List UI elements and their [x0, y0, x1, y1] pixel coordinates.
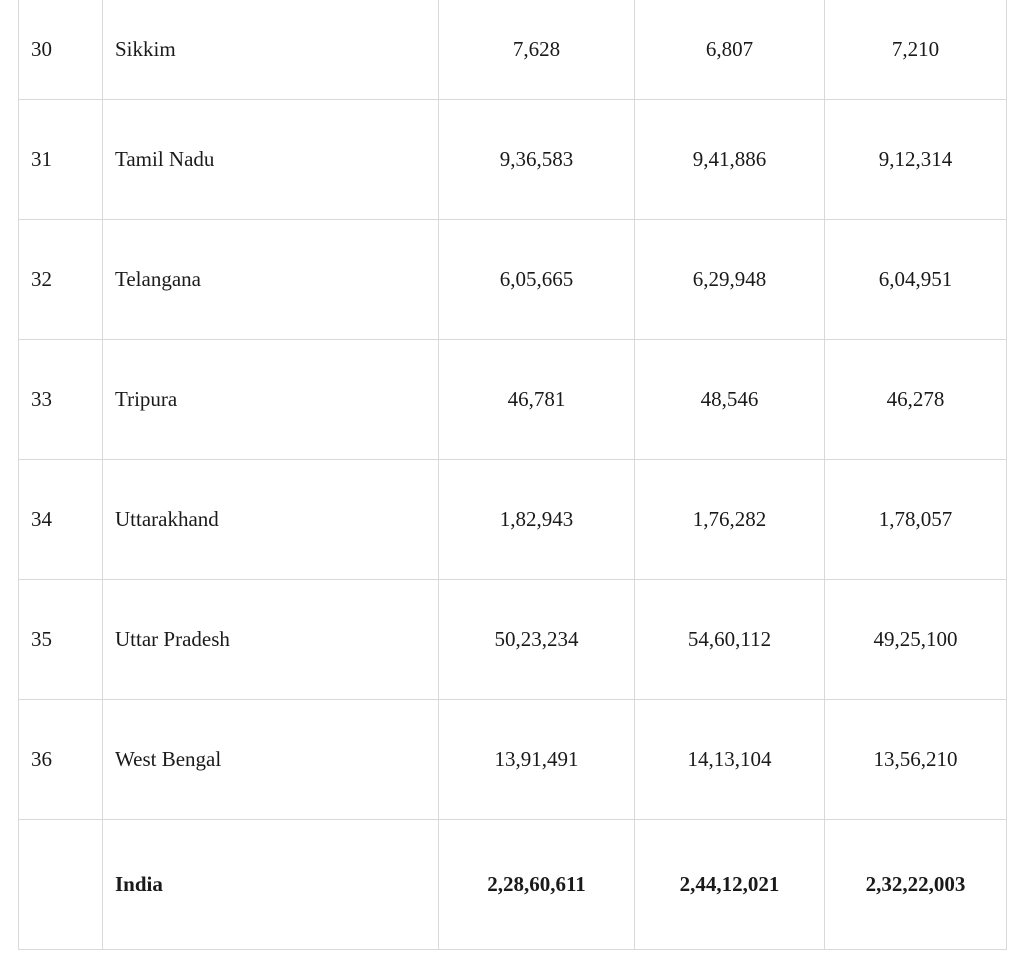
row-value-1: 6,05,665 [439, 220, 635, 340]
row-value-1: 13,91,491 [439, 700, 635, 820]
row-state-name: Uttarakhand [103, 460, 439, 580]
row-serial-number: 34 [19, 460, 103, 580]
row-value-1: 46,781 [439, 340, 635, 460]
row-serial-number: 36 [19, 700, 103, 820]
row-value-1: 50,23,234 [439, 580, 635, 700]
table-row [19, 460, 1007, 580]
row-value-2: 1,76,282 [635, 460, 825, 580]
table-row [19, 100, 1007, 220]
row-value-3: 6,04,951 [825, 220, 1007, 340]
row-state-name: Tripura [103, 340, 439, 460]
table-total-row [19, 820, 1007, 950]
total-label: India [103, 820, 439, 950]
total-serial-number [19, 820, 103, 950]
table-row [19, 700, 1007, 820]
total-value-1: 2,28,60,611 [439, 820, 635, 950]
row-serial-number: 35 [19, 580, 103, 700]
row-value-3: 49,25,100 [825, 580, 1007, 700]
row-serial-number: 31 [19, 100, 103, 220]
total-value-3: 2,32,22,003 [825, 820, 1007, 950]
statistics-table [18, 0, 1007, 950]
row-value-1: 7,628 [439, 0, 635, 100]
total-value-2: 2,44,12,021 [635, 820, 825, 950]
row-value-2: 54,60,112 [635, 580, 825, 700]
table-row [19, 340, 1007, 460]
row-state-name: Sikkim [103, 0, 439, 100]
row-value-3: 1,78,057 [825, 460, 1007, 580]
row-serial-number: 32 [19, 220, 103, 340]
table-row [19, 220, 1007, 340]
row-value-2: 6,29,948 [635, 220, 825, 340]
table-row [19, 0, 1007, 100]
table-body [19, 0, 1007, 950]
row-value-1: 1,82,943 [439, 460, 635, 580]
row-value-2: 48,546 [635, 340, 825, 460]
row-value-3: 9,12,314 [825, 100, 1007, 220]
row-value-2: 9,41,886 [635, 100, 825, 220]
row-state-name: Telangana [103, 220, 439, 340]
row-value-3: 13,56,210 [825, 700, 1007, 820]
row-value-2: 14,13,104 [635, 700, 825, 820]
row-serial-number: 33 [19, 340, 103, 460]
row-state-name: Uttar Pradesh [103, 580, 439, 700]
row-value-3: 7,210 [825, 0, 1007, 100]
row-value-3: 46,278 [825, 340, 1007, 460]
row-state-name: West Bengal [103, 700, 439, 820]
row-value-1: 9,36,583 [439, 100, 635, 220]
table-row [19, 580, 1007, 700]
row-serial-number: 30 [19, 0, 103, 100]
row-state-name: Tamil Nadu [103, 100, 439, 220]
row-value-2: 6,807 [635, 0, 825, 100]
